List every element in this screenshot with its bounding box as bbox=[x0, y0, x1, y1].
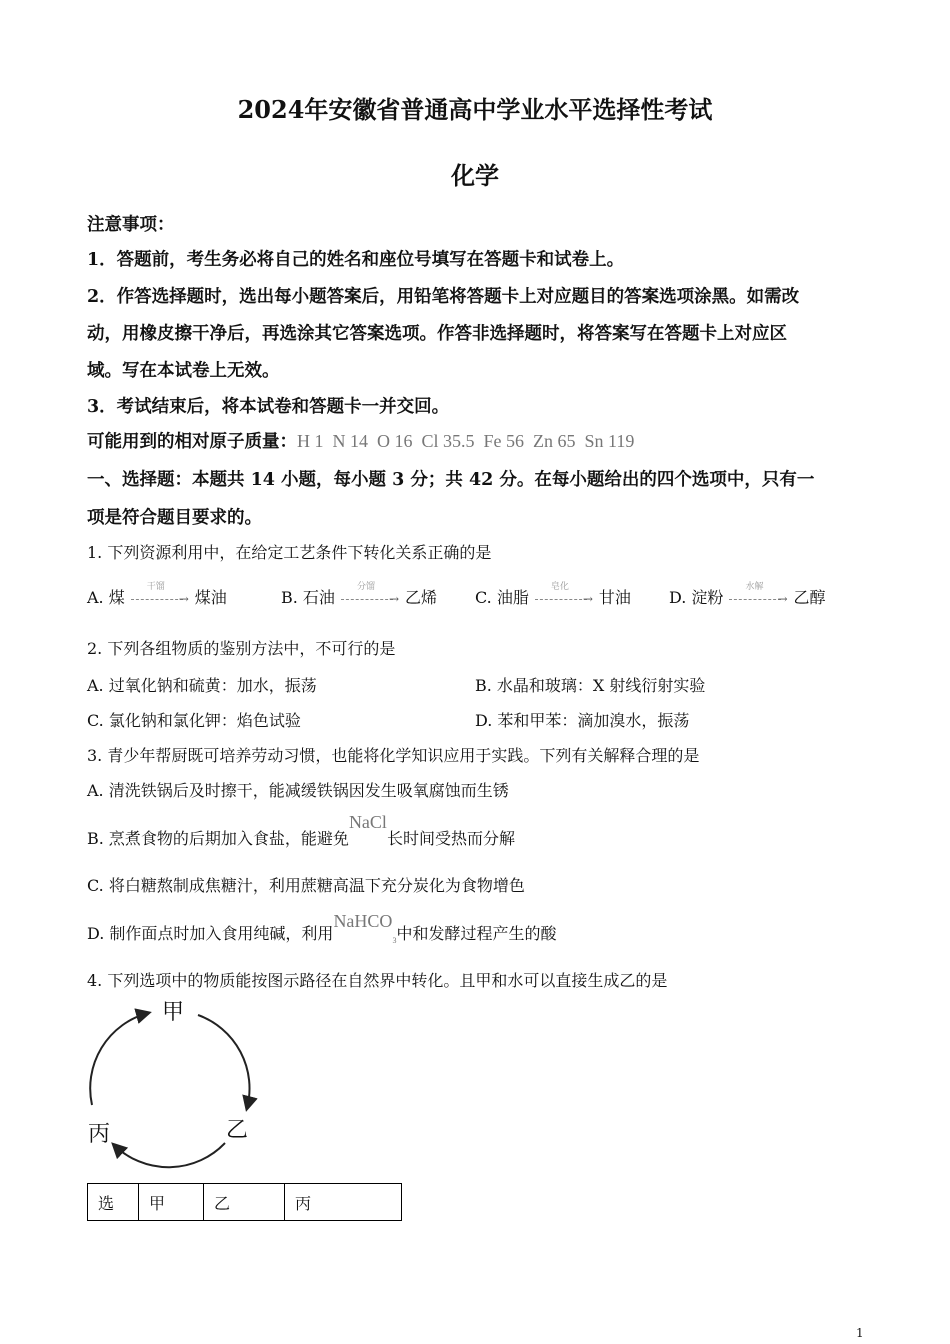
q1-option-c: C. 油脂 皂化 → 甘油 bbox=[475, 581, 631, 607]
note-line: 1．答题前，考生务必将自己的姓名和座位号填写在答题卡和试卷上。 bbox=[87, 250, 625, 270]
arrow-icon: 水解 → bbox=[729, 589, 787, 609]
q3-stem: 3. 青少年帮厨既可培养劳动习惯，也能将化学知识应用于实践。下列有关解释合理的是 bbox=[87, 746, 700, 765]
note-line: 3．考试结束后，将本试卷和答题卡一并交回。 bbox=[87, 397, 450, 417]
q1-option-d: D. 淀粉 水解 → 乙醇 bbox=[669, 581, 826, 607]
q2-option-b: B. 水晶和玻璃：X 射线衍射实验 bbox=[475, 676, 706, 695]
page-number: 1 bbox=[856, 1326, 864, 1340]
arrow-icon: 干馏 → bbox=[131, 589, 189, 609]
q2-option-d: D. 苯和甲苯：滴加溴水，振荡 bbox=[475, 711, 690, 730]
q4-stem: 4. 下列选项中的物质能按图示路径在自然界中转化。且甲和水可以直接生成乙的是 bbox=[87, 971, 668, 990]
masses-values: H 1 N 14 O 16 Cl 35.5 Fe 56 Zn 65 Sn 119 bbox=[297, 431, 635, 451]
table-header: 乙 bbox=[204, 1184, 285, 1221]
node-bing: 丙 bbox=[88, 1122, 111, 1147]
notes-heading: 注意事项： bbox=[87, 215, 175, 235]
q2-option-c: C. 氯化钠和氯化钾：焰色试验 bbox=[87, 711, 301, 730]
q3-option-a: A. 清洗铁锅后及时擦干，能减缓铁锅因发生吸氧腐蚀而生锈 bbox=[87, 781, 509, 800]
note-line: 域。写在本试卷上无效。 bbox=[87, 361, 280, 381]
section-heading: 项是符合题目要求的。 bbox=[87, 508, 262, 528]
q4-table bbox=[87, 1183, 402, 1221]
node-jia: 甲 bbox=[162, 1000, 185, 1025]
node-yi: 乙 bbox=[226, 1118, 249, 1143]
masses-label: 可能用到的相对原子质量： bbox=[87, 432, 297, 452]
exam-title: 2024年安徽省普通高中学业水平选择性考试 bbox=[237, 95, 713, 124]
q2-stem: 2. 下列各组物质的鉴别方法中，不可行的是 bbox=[87, 639, 396, 658]
note-line: 2．作答选择题时，选出每小题答案后，用铅笔将答题卡上对应题目的答案选项涂黑。如需改 bbox=[87, 287, 800, 307]
atomic-masses bbox=[87, 428, 634, 453]
q3-option-b: B. 烹煮食物的后期加入食盐，能避免NaCl长时间受热而分解 bbox=[87, 812, 515, 848]
q2-option-a: A. 过氧化钠和硫黄：加水，振荡 bbox=[87, 676, 317, 695]
q1-stem: 1. 下列资源利用中，在给定工艺条件下转化关系正确的是 bbox=[87, 543, 492, 562]
subject-title: 化学 bbox=[451, 161, 499, 190]
table-header: 丙 bbox=[285, 1184, 402, 1221]
section-heading: 一、选择题：本题共 14 小题，每小题 3 分；共 42 分。在每小题给出的四个选项中，只有一 bbox=[87, 470, 815, 490]
table-header: 甲 bbox=[139, 1184, 204, 1221]
table-header: 选 bbox=[88, 1184, 139, 1221]
q3-option-d: D. 制作面点时加入食用纯碱，利用NaHCO$_3$中和发酵过程产生的酸 bbox=[87, 911, 557, 946]
q1-option-b: B. 石油 分馏 → 乙烯 bbox=[281, 581, 437, 607]
note-line: 动，用橡皮擦干净后，再选涂其它答案选项。作答非选择题时，将答案写在答题卡上对应区 bbox=[87, 324, 787, 344]
arrow-icon: 皂化 → bbox=[535, 589, 593, 609]
q3-option-c: C. 将白糖熬制成焦糖汁，利用蔗糖高温下充分炭化为食物增色 bbox=[87, 876, 525, 895]
arrow-icon: 分馏 → bbox=[341, 589, 399, 609]
q1-option-a: A. 煤 干馏 → 煤油 bbox=[87, 581, 227, 607]
